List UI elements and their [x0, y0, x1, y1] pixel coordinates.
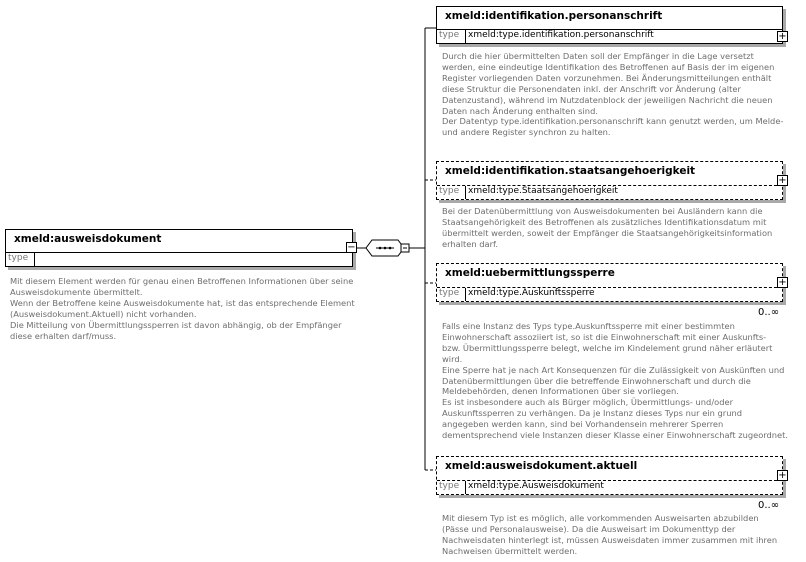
- cardinality-label: 0..∞: [758, 500, 780, 511]
- child-type-value: xmeld:type.Auskunftssperre: [468, 288, 595, 298]
- root-type-label: type: [8, 253, 29, 263]
- child-description-uebermittlungssperre: Falls eine Instanz des Typs type.Auskunftssperre mit einer bestimmten Einwohnerschaft assoziiert ist, so ist die Einwohnerschaft mit einer Auskunfts- bzw. Übermittlungssperre belegt, welche im Kindelement grund näher erläutert wird. Eine Sperre hat je nach Art Konsequenzen für die Zulässigkeit von Auskünften und Datenübermittlungen über die betreffende Einwohnerschaft und durch die Meldebehörden, denen Informationen über sie vorliegen. Es ist insbesondere auch als Bürger möglich, Übermittlungs- und/oder Auskunftssperren zu verhängen. Da je Instanz dieses Typs nur ein grund angegeben werden kann, sind bei Vorhandensein mehrerer Sperren dementsprechend viele Instanzen dieser Klasse einer Einwohnerschaft zugeordnet.: [442, 321, 789, 441]
- child-element-box-staatsangehoerigkeit[interactable]: [436, 161, 783, 200]
- child-element-box-ausweisdokument-aktuell[interactable]: [436, 456, 783, 495]
- child-type-value: xmeld:type.Ausweisdokument: [468, 481, 604, 491]
- child-type-label: type: [439, 186, 460, 196]
- expand-plus-icon[interactable]: +: [778, 277, 787, 288]
- child-type-row: [437, 287, 782, 301]
- root-type-row: [6, 252, 352, 266]
- root-element-box[interactable]: [5, 229, 353, 267]
- child-description-ausweisdokument-aktuell: Mit diesem Typ ist es möglich, alle vorkommenden Ausweisarten abzubilden (Pässe und Personalausweise). Da die Ausweisart im Dokumenttyp der Nachweisdaten hinterlegt ist, müssen Ausweisdaten immer zusammen mit ihren Nachweisen übermittelt werden.: [442, 513, 778, 556]
- child-type-value: xmeld:type.identifikation.personanschrift: [468, 30, 654, 40]
- root-element-title: xmeld:ausweisdokument: [14, 233, 162, 245]
- expand-plus-icon[interactable]: +: [778, 175, 787, 186]
- root-collapse-icon[interactable]: −: [347, 242, 356, 253]
- expand-plus-icon[interactable]: +: [778, 31, 787, 42]
- child-element-box-personanschrift[interactable]: [436, 6, 783, 44]
- child-element-title: xmeld:identifikation.personanschrift: [445, 10, 663, 22]
- child-description-staatsangehoerigkeit: Bei der Datenübermittlung von Ausweisdokumenten bei Ausländern kann die Staatsangehörigkeit des Betroffenen als zusätzliches Identifikationsdatum mit übermittelt werden, soweit der Empfänger die Staatsangehörigkeitsinformation erhalten darf.: [442, 206, 773, 249]
- root-description: Mit diesem Element werden für genau einen Betroffenen Informationen über seine Ausweisdokumente übermittelt. Wenn der Betroffene keine Ausweisdokumente hat, ist das entsprechende Element (Ausweisdokument.Aktuell) nicht vorhanden. Die Mitteilung von Übermittlungssperren ist davon abhängig, ob der Empfänger diese erhalten darf/muss.: [10, 276, 355, 341]
- expand-plus-icon[interactable]: +: [778, 470, 787, 481]
- cardinality-label: 0..∞: [758, 307, 780, 318]
- child-element-title: xmeld:ausweisdokument.aktuell: [445, 460, 638, 472]
- child-type-row: [437, 185, 782, 199]
- child-type-row: [437, 480, 782, 494]
- child-element-title: xmeld:uebermittlungssperre: [445, 267, 615, 279]
- child-type-label: type: [439, 288, 460, 298]
- child-description-personanschrift: Durch die hier übermittelten Daten soll der Empfänger in die Lage versetzt werden, eine eindeutige Identifikation des Betroffenen auf Basis der im eigenen Register vorliegenden Daten vorzunehmen. Bei Änderungsmitteilungen enthält diese Struktur die Personendaten inkl. der Anschrift vor Änderung (alter Datenzustand), während im Nutzdatenblock der jeweiligen Nachricht die neuen Daten nach Änderung enthalten sind. Der Datentyp type.identifikation.personanschrift kann genutzt werden, um Melde- und andere Register synchron zu halten.: [442, 51, 784, 138]
- child-type-label: type: [439, 30, 460, 40]
- child-element-box-uebermittlungssperre[interactable]: [436, 263, 783, 302]
- child-type-label: type: [439, 481, 460, 491]
- child-type-value: xmeld:type.Staatsangehoerigkeit: [468, 186, 618, 196]
- child-element-title: xmeld:identifikation.staatsangehoerigkeit: [445, 165, 696, 177]
- child-type-row: [437, 29, 782, 43]
